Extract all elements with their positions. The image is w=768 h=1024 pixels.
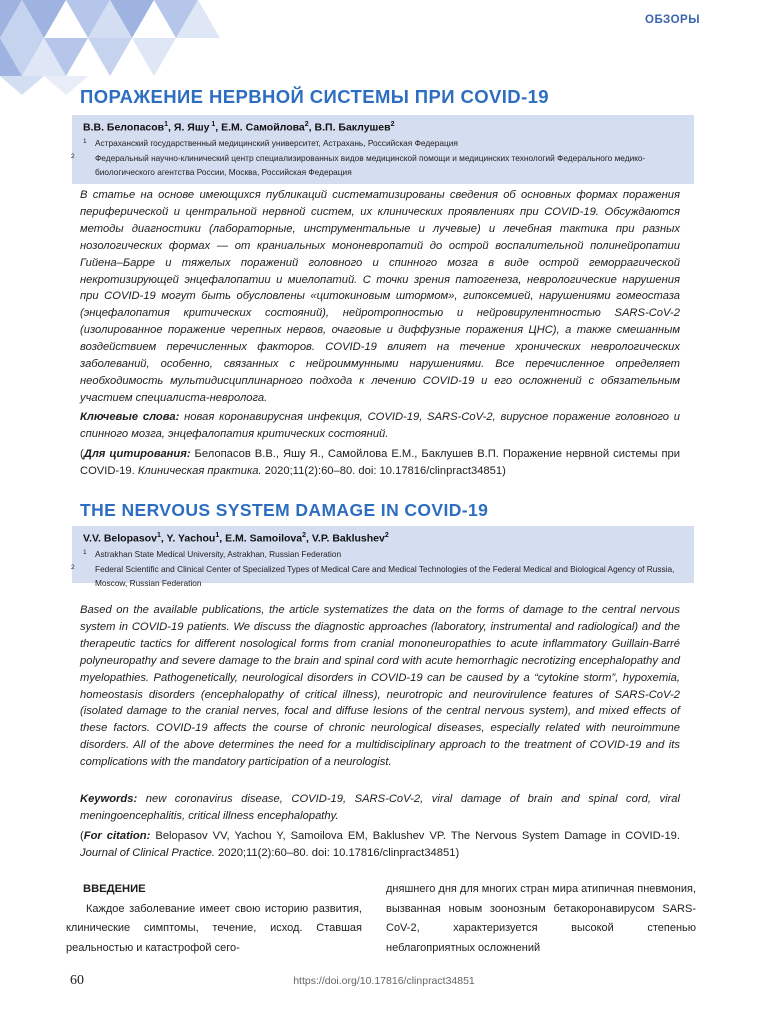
citation-journal: Клиническая практика. <box>137 464 262 477</box>
page-number: 60 <box>70 973 84 988</box>
citation-en <box>80 828 680 862</box>
author-list-en: V.V. Belopasov$^1$, Y. Yachou$^1$, E.M. Samoilova$^2$, V.P. Baklushev$^2$ <box>83 532 389 545</box>
citation-paren: ( <box>80 448 84 460</box>
author-name: Е.М. Самойлова <box>221 121 305 134</box>
article-title-en: THE NERVOUS SYSTEM DAMAGE IN COVID-19 <box>80 500 489 520</box>
keywords-text: новая коронавирусная инфекция, COVID-19, SARS-CoV-2, вирусное поражение головного и спинного мозга, энцефалопатия критических состояний. <box>80 411 680 440</box>
affiliation <box>71 563 686 590</box>
author-name: E.M. Samoilova <box>225 532 303 545</box>
affiliation-text: Astrakhan State Medical University, Astrakhan, Russian Federation <box>95 549 342 559</box>
citation-ru <box>80 446 680 480</box>
citation-label: Для цитирования: <box>83 448 191 460</box>
affiliation-text: Федеральный научно-клинический центр специализированных видов медицинской помощи и медицинских технологий Федерального медико-биологического агентства России, Москва, Российская Федерация <box>95 153 646 177</box>
keywords-label: Ключевые слова: <box>80 411 180 423</box>
affiliation <box>83 137 686 151</box>
authors-box-en <box>71 526 694 588</box>
keywords-ru <box>80 409 680 443</box>
author-sup: 2 <box>390 121 395 128</box>
affiliation-number: 1 <box>83 549 87 556</box>
citation-text: Belopasov VV, Yachou Y, Samoilova EM, Baklushev VP. The Nervous System Damage in COVID-19. <box>150 830 680 842</box>
author-sup: 1 <box>156 532 161 539</box>
author-list-ru: В.В. Белопасов$^1$, Я. Яшу $^1$, Е.М. Самойлова$^2$, В.П. Баклушев$^2$ <box>83 121 395 134</box>
author-name: V.P. Baklushev <box>311 532 385 545</box>
authors-box-ru <box>72 115 694 184</box>
affiliation-text: Астраханский государственный медицинский университет, Астрахань, Российская Федерация <box>95 138 458 148</box>
author-sup: 2 <box>302 532 307 539</box>
author-name: V.V. Belopasov <box>83 532 157 545</box>
citation-label: For citation: <box>83 830 151 842</box>
author-sup: 1 <box>215 532 220 539</box>
keywords-text: new coronavirus disease, COVID-19, SARS-CoV-2, viral damage of brain and spinal cord, viral meningoencephalitis, critical illness encephalopathy. <box>80 793 680 822</box>
citation-text: Белопасов В.В., Яшу Я., Самойлова Е.М., Баклушев В.П. Поражение нервной системы при COVID-19. <box>80 448 680 477</box>
keywords-en <box>80 791 680 825</box>
article-title-ru: ПОРАЖЕНИЕ НЕРВНОЙ СИСТЕМЫ ПРИ COVID-19 <box>80 86 550 107</box>
affiliation-number: 2 <box>71 564 75 571</box>
intro-column-left <box>66 880 362 958</box>
section-label: ОБЗОРЫ <box>645 14 700 26</box>
author-name: Y. Yachou <box>166 532 216 545</box>
intro-text-left: Каждое заболевание имеет свою историю развития, клинические симптомы, течение, исход. Ставшая реальностью и катастрофой сего- <box>66 902 362 954</box>
citation-end: 2020;11(2):60–80. doi: 10.17816/clinpract34851) <box>261 464 506 477</box>
citation-end: 2020;11(2):60–80. doi: 10.17816/clinpract34851) <box>214 846 460 859</box>
author-sup: 1 <box>164 121 169 128</box>
affiliation-number: 1 <box>83 138 87 145</box>
affiliation <box>71 152 686 179</box>
author-name: Я. Яшу <box>173 121 210 134</box>
author-sup: 2 <box>384 532 389 539</box>
author-sup: 1 <box>209 121 216 128</box>
abstract-ru: В статье на основе имеющихся публикаций систематизированы сведения об основных формах поражения периферической и центральной нервной систем, их клинических проявлениях при COVID-19. Обсуждаются методы диагностики (лабораторные, инструментальные и лучевые) и лечебная тактика при разных нозологических формах — от краниальных мононевропатий до острой воспалительной полинейропатии Гийена–Барре и тяжелых поражений головного и спинного мозга в виде острой геморрагической некротизирующей энцефалопатии и миелопатий. С точки зрения патогенеза, неврологические нарушения при COVID-19 могут быть обусловлены «цитокиновым штормом», гипоксемией, нарушениями гомеостаза (энцефалопатия критических состояний), нейротропностью и нейровирулентностью SARS-CoV-2 (изолированное поражение черепных нервов, очаговые и диффузные поражения ЦНС), а также смешанным воздействием перечисленных факторов. COVID-19 влияет на течение хронических неврологических заболеваний, особенно, связанных с нейроиммунными нарушениями. Все перечисленное определяет необходимость мультидисциплинарного подхода к лечению COVID-19 и его осложнений с обязательным участием специалиста-невролога. <box>80 189 680 404</box>
affiliation-text: Federal Scientific and Clinical Center of Specialized Types of Medical Care and Medical Technologies of the Federal Medical and Biological Agency of Russia, Moscow, Russian Federation <box>95 564 675 588</box>
intro-heading: ВВЕДЕНИЕ <box>83 883 146 895</box>
citation-paren: ( <box>80 830 84 842</box>
citation-journal: Journal of Clinical Practice. <box>80 846 215 859</box>
affiliation-number: 2 <box>71 153 75 160</box>
author-name: В.П. Баклушев <box>314 121 391 134</box>
affiliation <box>83 548 686 562</box>
doi-link[interactable]: https://doi.org/10.17816/clinpract34851 <box>293 975 475 987</box>
author-sup: 2 <box>304 121 309 128</box>
intro-column-right <box>386 880 696 958</box>
intro-text-right: дняшнего дня для многих стран мира атипичная пневмония, вызванная новым зоонозным бетакоронавирусом SARS-CoV-2, характеризуется высокой степенью неблагоприятных осложнений <box>386 883 697 954</box>
abstract-en: Based on the available publications, the article systematizes the data on the forms of damage to the central nervous system in COVID-19 patients. We discuss the diagnostic approaches (laboratory, instrumental and radiological) and the therapeutic tactics for different nosological forms from cranial mononeuropathies to acute inflammatory Guillain-Barré polyneuropathy and severe damage to the brain and spinal cord with acute hemorrhagic necrotizing encephalopathy and myelopathies. Pathogenetically, neurological disorders in COVID-19 can be caused by a “cytokine storm”, hypoxemia, homeostasis disorders (encephalopathy of critical illness), neurotropic and neurovirulence features of SARS-CoV-2 (isolated damage to the cranial nerves, focal and diffuse lesions of the central nervous system), and mixed effects of these factors. COVID-19 affects the course of chronic neurological diseases, especially related with neuroimmune disorders. All of the above determines the need for a multidisciplinary approach to the treatment of COVID-19 and its complications with the mandatory participation of a neurologist. <box>80 604 680 769</box>
author-name: В.В. Белопасов <box>83 121 165 134</box>
decorative-triangle-pattern <box>0 0 230 95</box>
keywords-label: Keywords: <box>80 793 138 805</box>
